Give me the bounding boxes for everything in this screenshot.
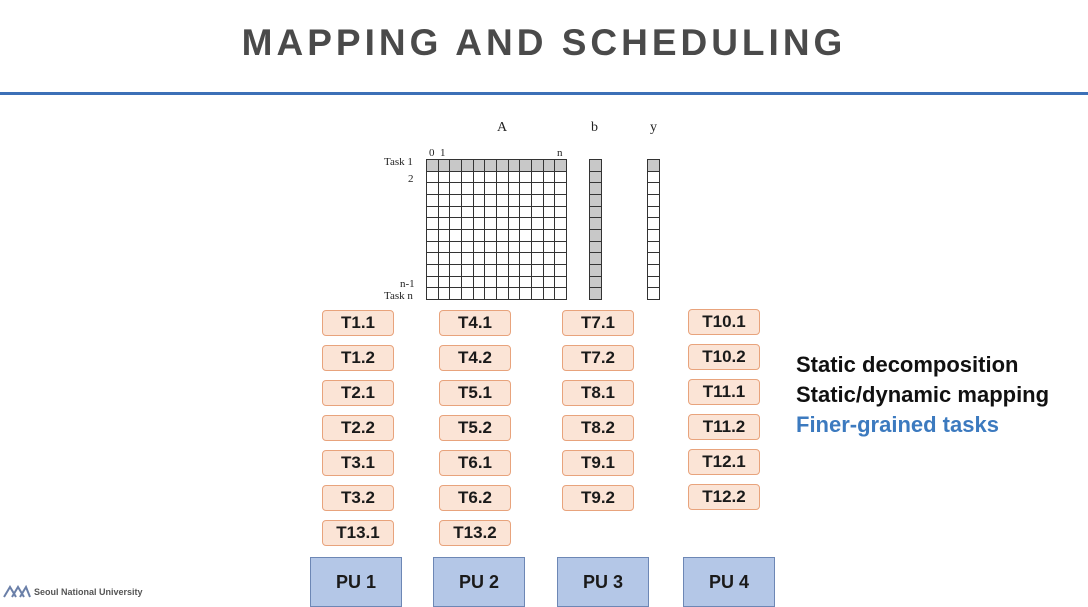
matrix-cell	[532, 277, 544, 289]
matrix-cell	[474, 230, 486, 242]
task-column-pu2	[439, 310, 513, 555]
matrix-cell	[462, 242, 474, 254]
notes-block	[796, 350, 1049, 440]
matrix-cell	[544, 288, 556, 300]
matrix-cell	[497, 172, 509, 184]
matrix-cell	[450, 277, 462, 289]
matrix-cell	[509, 277, 521, 289]
slide-title: MAPPING AND SCHEDULING	[241, 22, 847, 63]
matrix-cell	[555, 160, 567, 172]
matrix-cell	[509, 242, 521, 254]
matrix-cell	[474, 195, 486, 207]
matrix-cell	[520, 183, 532, 195]
vector-cell	[648, 183, 660, 195]
matrix-cell	[427, 218, 439, 230]
matrix-cell	[450, 253, 462, 265]
matrix-cell	[427, 195, 439, 207]
matrix-cell	[485, 253, 497, 265]
matrix-cell	[520, 160, 532, 172]
task-box: T9.2	[562, 485, 634, 511]
matrix-cell	[509, 218, 521, 230]
matrix-cell	[544, 253, 556, 265]
vector-cell	[590, 183, 602, 195]
vector-cell	[648, 230, 660, 242]
matrix-cell	[555, 277, 567, 289]
matrix-cell	[497, 277, 509, 289]
matrix-cell	[485, 277, 497, 289]
vector-cell	[648, 207, 660, 219]
vector-cell	[590, 277, 602, 289]
matrix-cell	[474, 218, 486, 230]
matrix-cell	[427, 242, 439, 254]
matrix-cell	[497, 288, 509, 300]
vector-cell	[590, 172, 602, 184]
row-label-n1: n-1	[400, 278, 415, 290]
task-box: T9.1	[562, 450, 634, 476]
matrix-cell	[462, 183, 474, 195]
task-box: T13.2	[439, 520, 511, 546]
matrix-cell	[520, 288, 532, 300]
matrix-cell	[497, 183, 509, 195]
matrix-cell	[544, 195, 556, 207]
matrix-cell	[427, 160, 439, 172]
matrix-cell	[532, 195, 544, 207]
title-divider	[0, 92, 1088, 95]
task-box: T1.1	[322, 310, 394, 336]
matrix-cell	[462, 265, 474, 277]
matrix-cell	[439, 277, 451, 289]
matrix-cell	[532, 172, 544, 184]
pu-box-2: PU 2	[433, 557, 525, 607]
matrix-cell	[485, 172, 497, 184]
matrix-cell	[555, 207, 567, 219]
vector-cell	[648, 253, 660, 265]
matrix-cell	[497, 207, 509, 219]
matrix-cell	[485, 218, 497, 230]
matrix-cell	[520, 265, 532, 277]
matrix-cell	[485, 183, 497, 195]
task-box: T6.2	[439, 485, 511, 511]
matrix-cell	[462, 230, 474, 242]
matrix-cell	[450, 207, 462, 219]
matrix-cell	[544, 207, 556, 219]
matrix-cell	[544, 172, 556, 184]
vector-cell	[648, 160, 660, 172]
matrix-cell	[474, 288, 486, 300]
vector-cell	[590, 218, 602, 230]
matrix-cell	[544, 218, 556, 230]
row-label-taskn: Task n	[384, 290, 413, 302]
matrix-cell	[427, 288, 439, 300]
task-box: T5.1	[439, 380, 511, 406]
matrix-cell	[450, 160, 462, 172]
matrix-cell	[497, 160, 509, 172]
matrix-cell	[544, 242, 556, 254]
matrix-cell	[509, 183, 521, 195]
matrix-cell	[520, 242, 532, 254]
vector-cell	[648, 218, 660, 230]
matrix-cell	[462, 207, 474, 219]
vector-cell	[648, 288, 660, 300]
matrix-cell	[509, 195, 521, 207]
matrix-a-label: A	[497, 120, 508, 135]
matrix-cell	[555, 195, 567, 207]
matrix-cell	[427, 230, 439, 242]
matrix-cell	[555, 253, 567, 265]
vector-cell	[648, 172, 660, 184]
matrix-cell	[520, 277, 532, 289]
matrix-cell	[462, 253, 474, 265]
note-mapping: Static/dynamic mapping	[796, 382, 1050, 407]
task-box: T11.1	[688, 379, 760, 405]
note-finer-grained: Finer-grained tasks	[796, 412, 999, 437]
task-box: T6.1	[439, 450, 511, 476]
matrix-cell	[439, 230, 451, 242]
matrix-cell	[497, 265, 509, 277]
matrix-cell	[450, 265, 462, 277]
vector-cell	[590, 242, 602, 254]
vector-cell	[590, 253, 602, 265]
matrix-cell	[462, 160, 474, 172]
matrix-cell	[509, 253, 521, 265]
matrix-cell	[450, 242, 462, 254]
matrix-cell	[509, 288, 521, 300]
vector-cell	[590, 160, 602, 172]
matrix-cell	[497, 253, 509, 265]
task-box: T5.2	[439, 415, 511, 441]
matrix-cell	[544, 183, 556, 195]
matrix-cell	[544, 230, 556, 242]
matrix-cell	[520, 230, 532, 242]
matrix-cell	[462, 195, 474, 207]
vector-cell	[648, 265, 660, 277]
matrix-cell	[427, 277, 439, 289]
task-box: T4.1	[439, 310, 511, 336]
task-box: T3.1	[322, 450, 394, 476]
matrix-cell	[485, 288, 497, 300]
matrix-cell	[485, 195, 497, 207]
matrix-cell	[497, 218, 509, 230]
vector-cell	[648, 277, 660, 289]
matrix-cell	[555, 172, 567, 184]
matrix-cell	[520, 218, 532, 230]
matrix-cell	[520, 172, 532, 184]
matrix-cell	[485, 160, 497, 172]
task-box: T10.1	[688, 309, 760, 335]
matrix-cell	[427, 265, 439, 277]
matrix-cell	[497, 242, 509, 254]
vector-b-label: b	[591, 120, 598, 135]
matrix-cell	[474, 242, 486, 254]
col-label-1: 1	[440, 147, 446, 159]
matrix-cell	[439, 288, 451, 300]
matrix-cell	[474, 172, 486, 184]
matrix-cell	[532, 242, 544, 254]
vector-cell	[590, 230, 602, 242]
matrix-cell	[462, 277, 474, 289]
vector-cell	[590, 195, 602, 207]
matrix-cell	[450, 288, 462, 300]
vector-cell	[590, 288, 602, 300]
matrix-cell	[474, 160, 486, 172]
vector-cell	[648, 242, 660, 254]
matrix-cell	[532, 207, 544, 219]
matrix-a-grid	[426, 159, 567, 300]
matrix-cell	[532, 253, 544, 265]
matrix-cell	[439, 218, 451, 230]
matrix-cell	[427, 183, 439, 195]
task-box: T3.2	[322, 485, 394, 511]
matrix-cell	[544, 277, 556, 289]
matrix-cell	[450, 172, 462, 184]
note-static-decomposition: Static decomposition	[796, 352, 1019, 377]
task-box: T7.2	[562, 345, 634, 371]
pu-box-4: PU 4	[683, 557, 775, 607]
matrix-cell	[532, 160, 544, 172]
university-name: Seoul National University	[34, 587, 143, 597]
task-box: T2.1	[322, 380, 394, 406]
matrix-cell	[427, 172, 439, 184]
col-label-n: n	[557, 147, 563, 159]
matrix-cell	[439, 160, 451, 172]
matrix-cell	[532, 218, 544, 230]
pu-box-1: PU 1	[310, 557, 402, 607]
task-column-pu1	[322, 310, 396, 555]
vector-cell	[648, 195, 660, 207]
matrix-cell	[532, 183, 544, 195]
matrix-cell	[450, 218, 462, 230]
matrix-cell	[497, 230, 509, 242]
task-box: T7.1	[562, 310, 634, 336]
matrix-vector-diagram	[370, 110, 700, 310]
matrix-cell	[520, 207, 532, 219]
task-column-pu4	[688, 309, 762, 519]
matrix-cell	[462, 288, 474, 300]
col-label-0: 0	[429, 147, 435, 159]
matrix-cell	[474, 207, 486, 219]
snu-logo-icon	[2, 585, 32, 599]
matrix-cell	[474, 277, 486, 289]
matrix-cell	[439, 207, 451, 219]
matrix-cell	[555, 183, 567, 195]
matrix-cell	[544, 265, 556, 277]
matrix-cell	[439, 253, 451, 265]
matrix-cell	[439, 242, 451, 254]
matrix-cell	[532, 265, 544, 277]
task-box: T11.2	[688, 414, 760, 440]
task-box: T13.1	[322, 520, 394, 546]
vector-b	[589, 159, 602, 300]
matrix-cell	[485, 207, 497, 219]
matrix-cell	[439, 183, 451, 195]
matrix-cell	[509, 265, 521, 277]
matrix-cell	[485, 265, 497, 277]
matrix-cell	[520, 195, 532, 207]
vector-cell	[590, 265, 602, 277]
matrix-cell	[532, 230, 544, 242]
matrix-cell	[544, 160, 556, 172]
matrix-cell	[485, 230, 497, 242]
matrix-cell	[474, 253, 486, 265]
matrix-cell	[462, 172, 474, 184]
row-label-task1: Task 1	[384, 156, 413, 168]
matrix-cell	[555, 265, 567, 277]
matrix-cell	[439, 265, 451, 277]
matrix-cell	[509, 160, 521, 172]
task-box: T4.2	[439, 345, 511, 371]
matrix-cell	[450, 195, 462, 207]
matrix-cell	[532, 288, 544, 300]
matrix-cell	[520, 253, 532, 265]
matrix-cell	[509, 230, 521, 242]
task-box: T8.1	[562, 380, 634, 406]
row-label-2: 2	[408, 173, 414, 185]
matrix-cell	[462, 218, 474, 230]
footer	[2, 585, 143, 599]
matrix-cell	[427, 207, 439, 219]
matrix-cell	[509, 207, 521, 219]
task-column-pu3	[562, 310, 636, 520]
matrix-cell	[555, 230, 567, 242]
matrix-cell	[474, 265, 486, 277]
matrix-cell	[439, 195, 451, 207]
matrix-cell	[485, 242, 497, 254]
matrix-cell	[450, 230, 462, 242]
matrix-cell	[439, 172, 451, 184]
matrix-cell	[555, 218, 567, 230]
matrix-cell	[474, 183, 486, 195]
matrix-cell	[555, 288, 567, 300]
task-box: T1.2	[322, 345, 394, 371]
vector-y-label: y	[650, 120, 657, 135]
matrix-cell	[497, 195, 509, 207]
matrix-cell	[450, 183, 462, 195]
vector-y	[647, 159, 660, 300]
task-box: T10.2	[688, 344, 760, 370]
matrix-cell	[555, 242, 567, 254]
task-box: T12.1	[688, 449, 760, 475]
task-box: T8.2	[562, 415, 634, 441]
task-box: T2.2	[322, 415, 394, 441]
matrix-cell	[509, 172, 521, 184]
matrix-cell	[427, 253, 439, 265]
vector-cell	[590, 207, 602, 219]
task-box: T12.2	[688, 484, 760, 510]
pu-box-3: PU 3	[557, 557, 649, 607]
